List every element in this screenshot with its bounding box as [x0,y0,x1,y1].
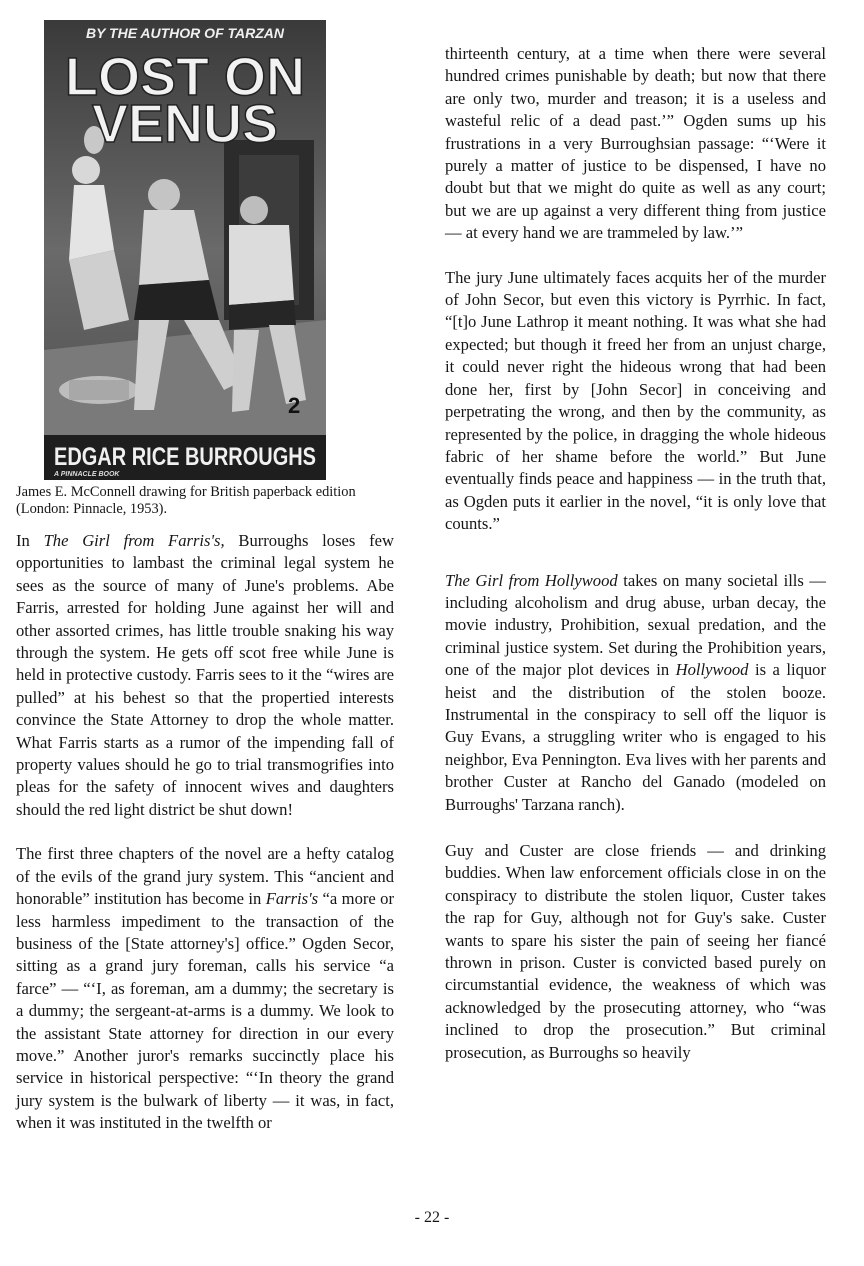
figure-caption: James E. McConnell drawing for British paperback edition (London: Pinnacle, 1953). [16,484,356,517]
book-title-italic: Hollywood [675,660,749,680]
paragraph-lead: In [16,531,44,550]
book-cover-image [44,20,326,480]
paragraph [16,530,394,821]
page-number: - 22 - [414,1209,450,1226]
paragraph-text: is a liquor heist and the distribution of the stolen booze. Instrumental in the conspiracy to sell off the liquor is Guy Evans, a struggling writer who is engaged to his neighbor, Eva Pennington. Eva lives with her parents and brother Custer at Rancho del Ganado (modeled on Burroughs' Tarzana ranch). [445,660,826,814]
paragraph-text: takes on many societal ills — including alcoholism and drug abuse, urban decay, the movie industry, Prohibition, sexual predation, and the criminal justice system. Set during the Prohibition years, one of the major plot devices in [445,570,826,680]
book-title-italic: The Girl from Hollywood [445,570,618,590]
paragraph-text: Burroughs loses few opportunities to lambast the criminal legal system he sees as the source of many of June's problems. Abe Farris, arrested for holding June against her will and other assorted crimes, has little trouble snaking his way through the system. He gets off scot free while June is held in protective custody. Farris sees to it the “wires are pulled” at his behest so that the propertied interests convince the State Attorney to drop the whole matter. What Farris starts as a rumor of the impending fall of property values should he go to trial transmogrifies into pleas for the safety of innocent wives and daughters should the red light district be shut down! [16,531,394,819]
cover-title-line1: LOST ON [65,47,305,107]
cover-publisher: A PINNACLE BOOK [54,471,120,478]
paragraph [445,570,826,816]
paragraph: Guy and Custer are close friends — and drinking buddies. When law enforcement officials close in on the conspiracy to distribute the stolen liquor, Custer takes the rap for Guy, although not for Guy's sake. Custer wants to spare his sister the pain of seeing her fiancé thrown in prison. Custer is convicted based purely on circumstantial evidence, the weakness of which was acknowledged by the prosecuting attorney, who “was inclined to drop the prosecution.” But criminal prosecution, as Burroughs so heavily [445,841,826,1062]
paragraph-text: “a more or less harmless impediment to the transaction of the business of the [State attorney's] office.” Ogden Secor, sitting as a grand jury foreman, calls his service “a farce” — “‘I, as foreman, am a dummy; the secretary is a dummy; the sergeant-at-arms is a dummy. We look to the assistant State attorney for direction in our every move.” Another juror's remarks succinctly place his service in historical perspective: “‘In theory the grand jury system is the bulwark of liberty — it was, in fact, when it was instituted in the twelfth or [16,889,394,1133]
cover-author: EDGAR RICE BURROUGHS [54,443,316,471]
paragraph [16,843,394,1134]
left-column [16,530,394,1135]
cover-tagline: BY THE AUTHOR OF TARZAN [85,25,285,41]
book-title-italic: The Girl from Farris's, [43,531,225,550]
paragraph-text: The first three chapters of the novel are a hefty catalog of the evils of the grand jury system. This “ancient and honorable” institution has become in [16,844,394,909]
cover-number: 2 [288,393,301,418]
cover-title-line2: VENUS [91,94,279,154]
cover-illustration [44,20,326,480]
book-title-italic: Farris's [265,889,319,909]
right-column [445,43,826,1064]
paragraph: The jury June ultimately faces acquits her of the murder of John Secor, but even this victory is Pyrrhic. In fact, “[t]o June Lathrop it meant nothing. It was what she had expected; but though it freed her from an unjust charge, it could never right the hideous wrong that had been done her, first by [John Secor] in conceiving and perpetrating the wrong, and then by the community, as represented by the police, in dragging the whole hideous fabric of her shame before the world.” But June eventually finds peace and happiness — in the truth that, as Ogden puts it earlier in the novel, “it is only love that counts.” [445,267,826,534]
paragraph: thirteenth century, at a time when there were several hundred crimes punishable by death; but now that there are only two, murder and treason; it is a useless and wasteful relic of a dead past.’” Ogden sums up his frustrations in a very Burroughsian passage: “‘Were it purely a matter of justice to be dispensed, I have no doubt but that we might do quite as well as any court; but we are up against a very different thing from justice — at every hand we are trammeled by law.’” [445,44,826,243]
